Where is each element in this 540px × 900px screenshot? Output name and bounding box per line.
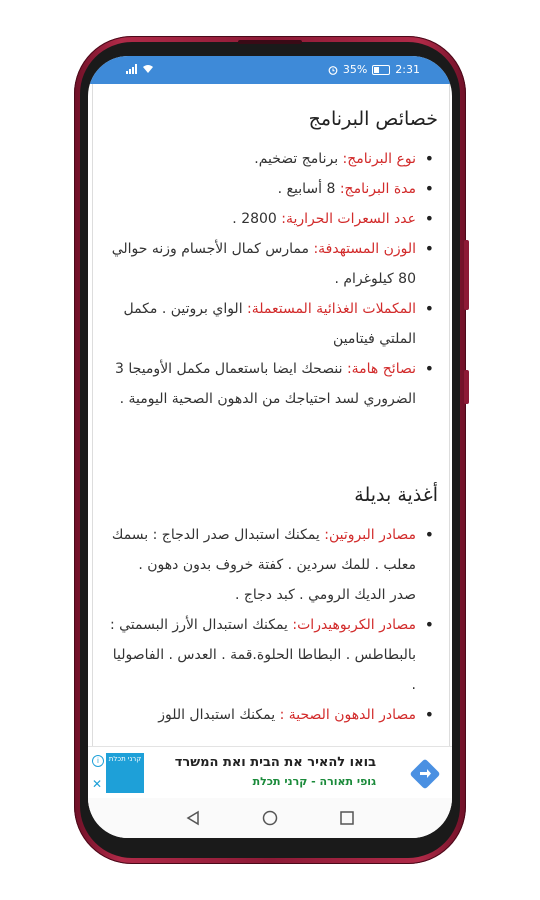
recents-icon[interactable] xyxy=(339,810,355,826)
list-item: • نصائح هامة: ننصحك ايضا باستعمال مكمل الأوميجا 3 الضروري لسد احتياجك من الدهون الصحية اليومية . xyxy=(108,354,438,414)
speaker-grille xyxy=(238,40,302,44)
ad-arrow-icon[interactable] xyxy=(410,759,440,789)
status-time: 2:31 xyxy=(395,63,420,76)
list-item: • عدد السعرات الحرارية: 2800 . xyxy=(108,204,438,234)
signal-icon xyxy=(126,64,138,74)
back-icon[interactable] xyxy=(185,810,201,826)
section-heading-alternatives: أغذية بديلة xyxy=(354,484,438,506)
volume-button xyxy=(464,240,469,310)
alternative-foods-list xyxy=(108,520,438,730)
phone-screen xyxy=(88,56,452,838)
list-item: • مصادر البروتين: يمكنك استبدال صدر الدجاج : بسمك معلب . للمك سردين . كفتة خروف بدون دهون . صدر الديك الرومي . كبد دجاج . xyxy=(108,520,438,610)
ad-banner[interactable] xyxy=(88,746,452,799)
home-icon[interactable] xyxy=(262,810,278,826)
wifi-icon xyxy=(142,64,154,74)
section-heading-program: خصائص البرنامج xyxy=(308,108,438,130)
power-button xyxy=(464,370,469,404)
article-content[interactable] xyxy=(88,84,452,746)
battery-percent: 35% xyxy=(342,63,368,76)
ad-subtitle[interactable]: גופי תאורה - קרני תכלת xyxy=(252,775,376,788)
list-item: • مصادر الدهون الصحية : يمكنك استبدال اللوز xyxy=(108,700,438,730)
list-item: • مصادر الكربوهيدرات: يمكنك استبدال الأرز البسمتي : بالبطاطس . البطاطا الحلوة.قمة . العدس . الفاصوليا . xyxy=(108,610,438,700)
ad-title[interactable]: בואו להאיר את הבית ואת המשרד xyxy=(174,755,376,770)
list-item: • الوزن المستهدفة: ممارس كمال الأجسام وزنه حوالي 80 كيلوغرام . xyxy=(108,234,438,294)
ad-info-icon[interactable]: i xyxy=(92,755,104,767)
navigation-bar xyxy=(88,798,452,838)
ad-logo[interactable] xyxy=(106,753,144,793)
alarm-icon xyxy=(328,65,338,75)
battery-icon xyxy=(372,65,390,75)
program-features-list xyxy=(108,144,438,414)
status-bar xyxy=(88,56,452,84)
list-item: • مدة البرنامج: 8 أسابيع . xyxy=(108,174,438,204)
list-item: • المكملات الغذائية المستعملة: الواي بروتين . مكمل الملتي فيتامين xyxy=(108,294,438,354)
ad-close-icon[interactable]: ✕ xyxy=(92,777,103,791)
list-item: • نوع البرنامج: برنامج تضخيم. xyxy=(108,144,438,174)
ad-logo-text: קרני תכלת xyxy=(108,755,142,763)
